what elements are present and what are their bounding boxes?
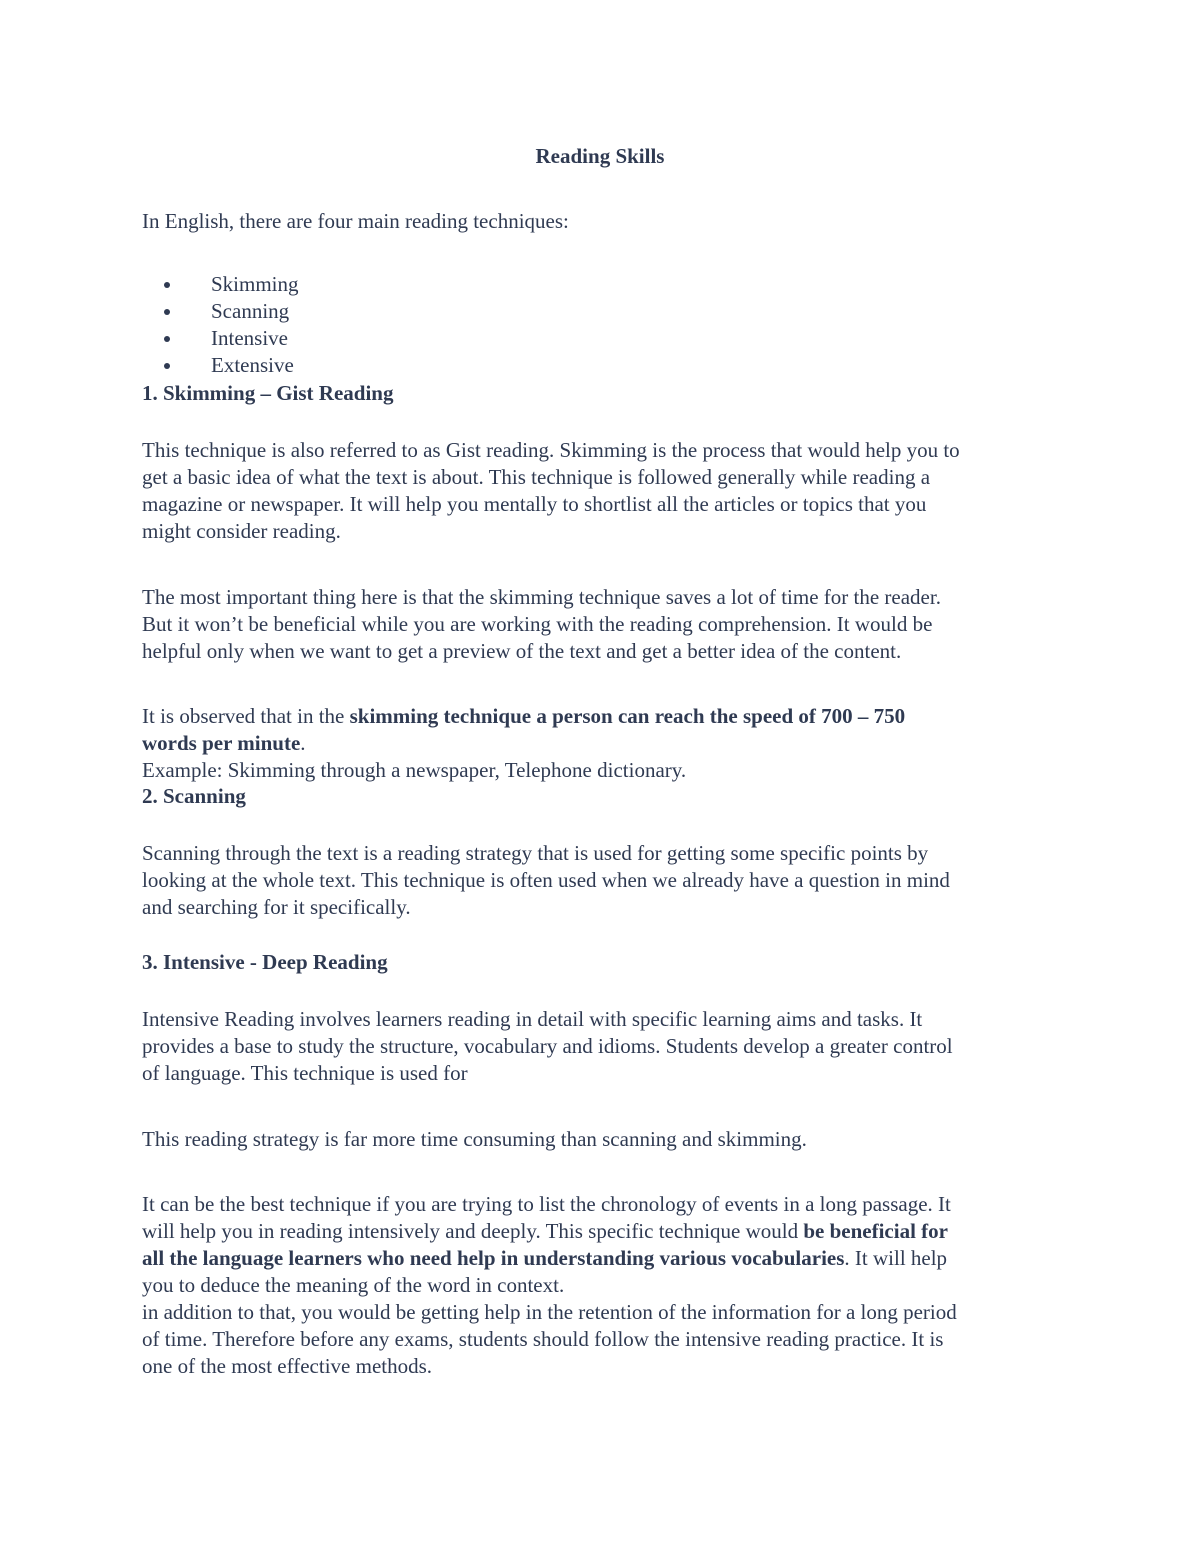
list-item: Scanning: [142, 298, 299, 325]
skimming-example: Example: Skimming through a newspaper, Telephone dictionary.: [142, 758, 687, 782]
bullet-icon: [164, 282, 170, 288]
intensive-paragraph-2: This reading strategy is far more time consuming than scanning and skimming.: [142, 1127, 807, 1151]
list-item: Intensive: [142, 325, 299, 352]
intensive-paragraph-3: It can be the best technique if you are trying to list the chronology of events in a long passage. It will help you in reading intensively and deeply. This specific technique would be beneficial for all the language learners who need help in understanding various vocabularies. It will help you to deduce the meaning of the word in context.: [142, 1192, 951, 1297]
skimming-paragraph-1: This technique is also referred to as Gist reading. Skimming is the process that would help you to get a basic idea of what the text is about. This technique is followed generally while reading a magazine or newspaper. It will help you mentally to shortlist all the articles or topics that you might consider reading.: [142, 438, 960, 543]
intro-paragraph: In English, there are four main reading techniques:: [142, 209, 569, 233]
bullet-icon: [164, 336, 170, 342]
techniques-list: [142, 271, 299, 379]
intensive-paragraph-4: in addition to that, you would be getting help in the retention of the information for a long period of time. Therefore before any exams, students should follow the intensive reading practice. It is one of the most effective methods.: [142, 1300, 957, 1378]
bullet-icon: [164, 363, 170, 369]
list-item: Extensive: [142, 352, 299, 379]
document-title: Reading Skills: [535, 144, 665, 168]
scanning-paragraph: Scanning through the text is a reading strategy that is used for getting some specific points by looking at the whole text. This technique is often used when we already have a question in mind and searching for it specifically.: [142, 841, 950, 919]
skimming-speed-paragraph: It is observed that in the skimming technique a person can reach the speed of 700 – 750 words per minute. Example: Skimming through a newspaper, Telephone dictionary.: [142, 703, 1082, 784]
scanning-heading: 2. Scanning: [142, 784, 246, 808]
bullet-icon: [164, 309, 170, 315]
intensive-heading: 3. Intensive - Deep Reading: [142, 950, 388, 974]
intensive-paragraph-1: Intensive Reading involves learners reading in detail with specific learning aims and tasks. It provides a base to study the structure, vocabulary and idioms. Students develop a greater control of language. This technique is used for: [142, 1007, 953, 1085]
skimming-heading: 1. Skimming – Gist Reading: [142, 381, 394, 405]
list-item: Skimming: [142, 271, 299, 298]
skimming-paragraph-2: The most important thing here is that the skimming technique saves a lot of time for the reader. But it won’t be beneficial while you are working with the reading comprehension. It would be helpful only when we want to get a preview of the text and get a better idea of the content.: [142, 585, 941, 663]
